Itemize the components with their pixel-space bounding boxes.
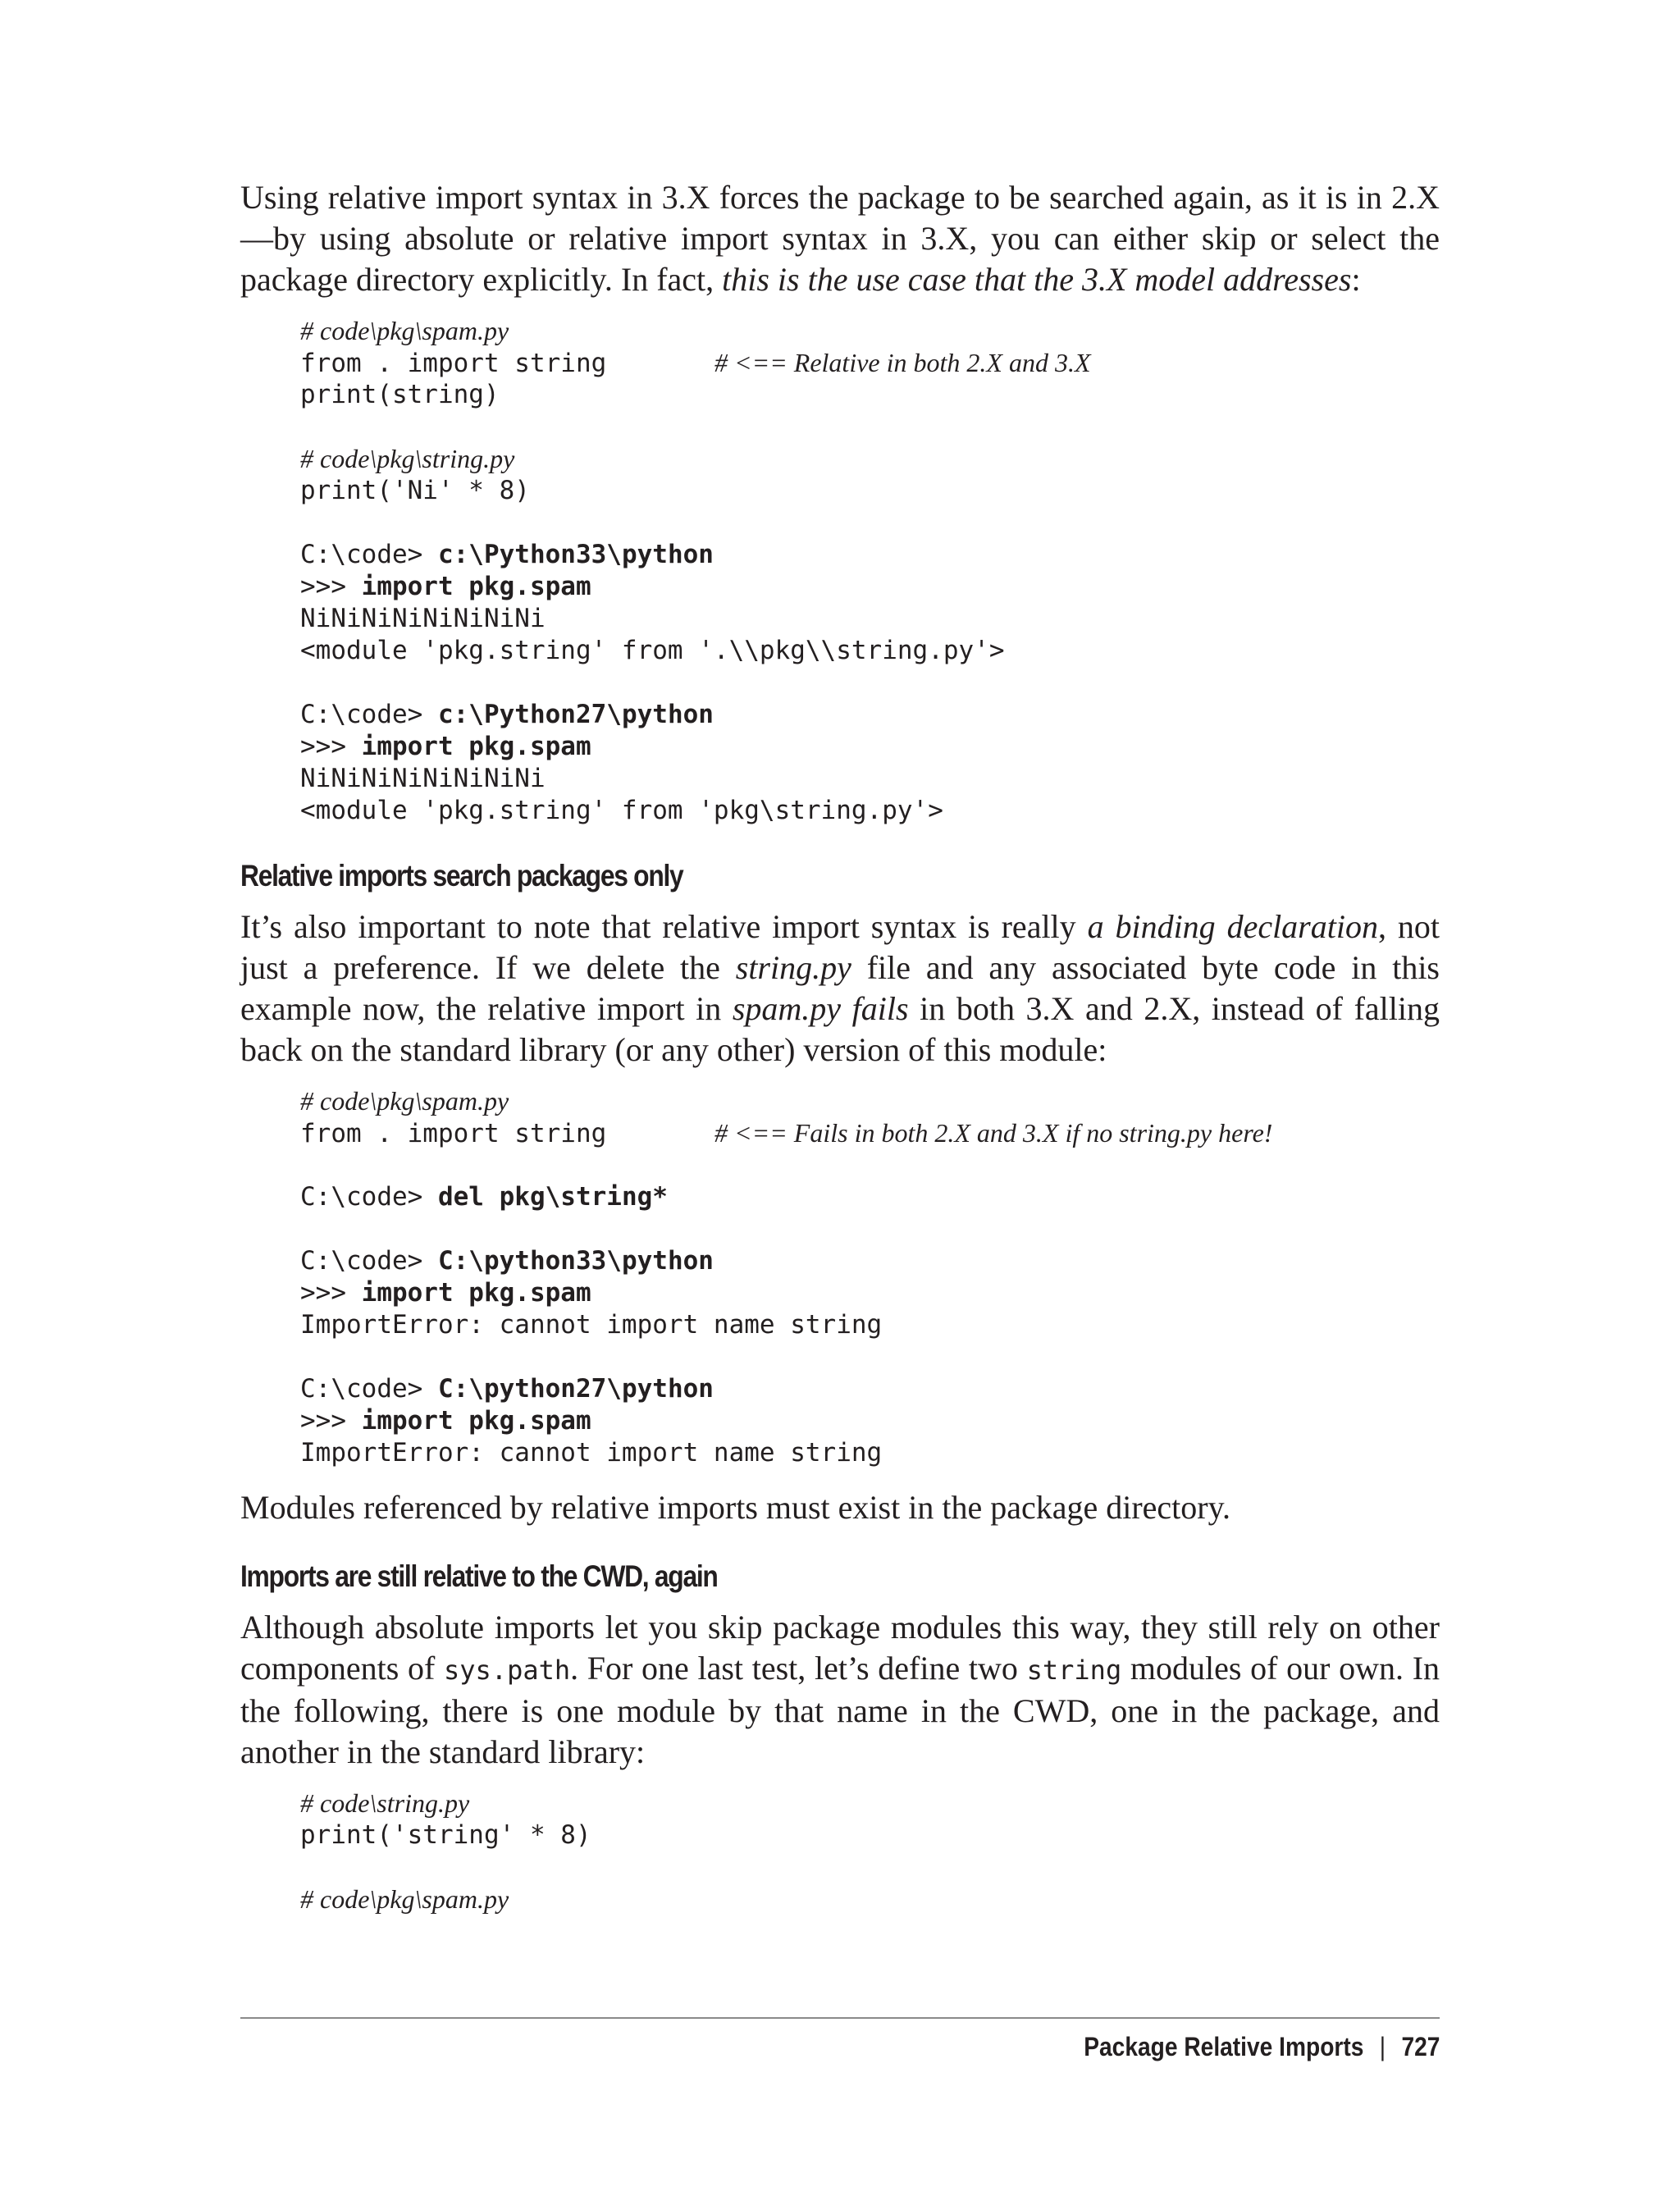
repl-command: import pkg.spam bbox=[361, 572, 591, 601]
emphasis-text: spam.py fails bbox=[732, 990, 909, 1027]
error-output: ImportError: cannot import name string bbox=[300, 1310, 883, 1340]
paragraph-cwd bbox=[240, 1607, 1440, 1773]
paragraph-modules-exist: Modules referenced by relative imports must exist in the package directory. bbox=[240, 1489, 1230, 1526]
code-line: from . import string bbox=[300, 1119, 607, 1148]
shell-command: C:\python33\python bbox=[437, 1246, 714, 1276]
error-output: ImportError: cannot import name string bbox=[300, 1438, 883, 1468]
section-heading: Relative imports search packages only bbox=[240, 859, 683, 892]
inline-code: sys.path bbox=[444, 1655, 571, 1686]
repl-prompt: >>> bbox=[300, 732, 362, 761]
page-content bbox=[240, 177, 1440, 1915]
paragraph-text: : bbox=[1351, 261, 1361, 298]
shell-command: del pkg\string* bbox=[437, 1182, 668, 1212]
paragraph-text: , not just a preference. If we delete the bbox=[240, 908, 1440, 986]
code-output: NiNiNiNiNiNiNiNi bbox=[300, 604, 546, 633]
repl-command: import pkg.spam bbox=[361, 1406, 591, 1436]
code-line: print('string' * 8) bbox=[300, 1820, 591, 1850]
page-footer bbox=[240, 2026, 1440, 2067]
code-comment: # code\pkg\spam.py bbox=[300, 1086, 509, 1116]
code-block-1 bbox=[300, 315, 1440, 827]
code-comment: # code\string.py bbox=[300, 1788, 470, 1818]
shell-command: c:\Python27\python bbox=[437, 700, 714, 729]
code-comment: # <== Fails in both 2.X and 3.X if no string.py here! bbox=[714, 1118, 1273, 1148]
shell-prompt: C:\code> bbox=[300, 1246, 438, 1276]
code-output: NiNiNiNiNiNiNiNi bbox=[300, 764, 546, 793]
shell-prompt: C:\code> bbox=[300, 1374, 438, 1404]
repl-prompt: >>> bbox=[300, 1278, 362, 1308]
shell-prompt: C:\code> bbox=[300, 540, 438, 569]
emphasis-text: a binding declaration bbox=[1087, 908, 1378, 945]
code-line: print(string) bbox=[300, 380, 500, 409]
paragraph-text: . For one last test, let’s define two bbox=[570, 1650, 1027, 1687]
paragraph-text: Although absolute imports let you skip package modules this way, they still rely on other components of bbox=[240, 1609, 1440, 1687]
paragraph-text: modules of our own. In the following, there is one module by that name in the CWD, one in the package, and another in the standard library: bbox=[240, 1650, 1440, 1770]
repl-command: import pkg.spam bbox=[361, 732, 591, 761]
code-comment: # code\pkg\spam.py bbox=[300, 1884, 509, 1914]
footer-divider bbox=[240, 2017, 1440, 2019]
repl-prompt: >>> bbox=[300, 1406, 362, 1436]
code-comment: # code\pkg\string.py bbox=[300, 444, 515, 473]
code-block-2 bbox=[300, 1085, 1440, 1469]
page-number: 727 bbox=[1401, 2032, 1440, 2061]
section-heading: Imports are still relative to the CWD, again bbox=[240, 1559, 718, 1593]
repl-prompt: >>> bbox=[300, 572, 362, 601]
footer-section-title: Package Relative Imports bbox=[1083, 2032, 1363, 2061]
emphasis-text: string.py bbox=[735, 949, 851, 986]
paragraph-text: It’s also important to note that relative import syntax is really bbox=[240, 908, 1088, 945]
code-block-3 bbox=[300, 1787, 1440, 1915]
code-line: print('Ni' * 8) bbox=[300, 476, 530, 505]
code-output: <module 'pkg.string' from 'pkg\string.py'> bbox=[300, 796, 943, 825]
paragraph-text: Using relative import syntax in 3.X forces the package to be searched again, as it is in 2.X—by using absolute or relative import syntax in 3.X, you can either skip or select the package directory explicitly. In fact, bbox=[240, 179, 1440, 298]
shell-prompt: C:\code> bbox=[300, 700, 438, 729]
shell-prompt: C:\code> bbox=[300, 1182, 438, 1212]
paragraph-text: in both 3.X and 2.X, instead of falling back on the standard library (or any other) version of this module: bbox=[240, 990, 1440, 1068]
repl-command: import pkg.spam bbox=[361, 1278, 591, 1308]
code-comment: # code\pkg\spam.py bbox=[300, 316, 509, 345]
code-output: <module 'pkg.string' from '.\\pkg\\string.py'> bbox=[300, 636, 1005, 665]
code-line: from . import string bbox=[300, 349, 607, 378]
footer-separator: | bbox=[1379, 2032, 1386, 2061]
shell-command: c:\Python33\python bbox=[437, 540, 714, 569]
shell-command: C:\python27\python bbox=[437, 1374, 714, 1404]
paragraph-relative-syntax bbox=[240, 177, 1440, 300]
code-comment: # <== Relative in both 2.X and 3.X bbox=[714, 348, 1091, 377]
paragraph-binding-declaration bbox=[240, 906, 1440, 1071]
emphasis-text: this is the use case that the 3.X model addresses bbox=[722, 261, 1352, 298]
inline-code: string bbox=[1026, 1655, 1122, 1686]
paragraph-text: file and any associated byte code in this example now, the relative import in bbox=[240, 949, 1440, 1027]
